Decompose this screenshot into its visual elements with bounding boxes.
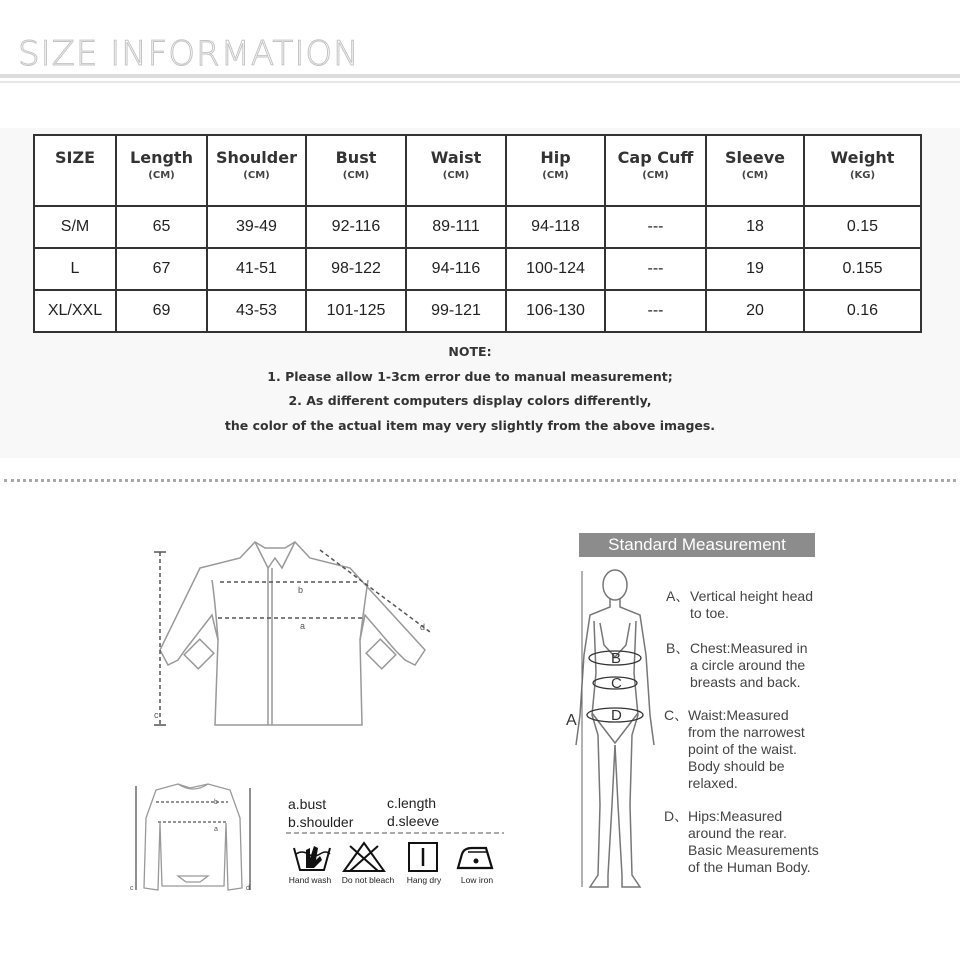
legend-sleeve: d.sleeve (387, 813, 440, 829)
table-cell: 89-111 (406, 206, 506, 248)
note-line: 1. Please allow 1-3cm error due to manual measurement; (267, 368, 673, 384)
legend-bust: a.bust (288, 796, 327, 812)
table-cell: 0.155 (804, 248, 921, 290)
measurement-line: from the narrowest (688, 724, 805, 740)
table-cell: XL/XXL (34, 290, 116, 332)
measurement-line: breasts and back. (690, 674, 801, 690)
mark-a: a (300, 621, 306, 631)
measurement-item-c (664, 707, 805, 792)
no-bleach-icon (342, 840, 386, 874)
measurement-item-b (666, 640, 808, 691)
back-mark-c: c (130, 885, 134, 892)
table-cell: --- (605, 290, 706, 332)
measurement-line: a circle around the (690, 657, 806, 673)
dotted-divider (4, 479, 956, 482)
body-label-d: D (611, 707, 622, 724)
low-iron-icon (454, 842, 498, 872)
title-divider-thin (0, 81, 960, 83)
page-title: SIZE INFORMATION (18, 34, 360, 74)
column-header-length: Length (CM) (116, 135, 207, 206)
care-label-no-bleach: Do not bleach (341, 875, 395, 885)
legend-shoulder: b.shoulder (288, 814, 354, 830)
care-label-hang-dry: Hang dry (406, 875, 442, 885)
measurement-line: Hips:Measured (688, 808, 783, 824)
table-cell: 0.15 (804, 206, 921, 248)
notes-block (0, 340, 940, 438)
column-header-sleeve: Sleeve (CM) (706, 135, 804, 206)
table-cell: 98-122 (306, 248, 406, 290)
table-row (34, 206, 921, 248)
table-row (34, 290, 921, 332)
measurement-line: to toe. (690, 605, 729, 621)
measurement-line: Chest:Measured in (690, 640, 808, 656)
back-mark-b: b (214, 799, 218, 806)
table-cell: 67 (116, 248, 207, 290)
measurement-line: Vertical height head (690, 588, 813, 604)
shirt-diagram (140, 530, 450, 740)
table-header-row (34, 135, 921, 206)
measurement-line: Body should be (688, 758, 785, 774)
table-cell: 94-118 (506, 206, 605, 248)
column-header-weight: Weight (KG) (804, 135, 921, 206)
mark-c: c (154, 710, 159, 720)
column-header-bust: Bust (CM) (306, 135, 406, 206)
measurement-line: of the Human Body. (688, 859, 811, 875)
measurement-line: point of the waist. (688, 741, 797, 757)
body-figure (560, 565, 660, 895)
mark-b: b (298, 585, 304, 595)
table-cell: 99-121 (406, 290, 506, 332)
mark-d: d (420, 622, 426, 632)
table-cell: 20 (706, 290, 804, 332)
measurement-line: Waist:Measured (688, 707, 789, 723)
table-cell: 106-130 (506, 290, 605, 332)
title-divider (0, 74, 960, 78)
standard-measurement-title: Standard Measurement (579, 533, 815, 557)
measurement-item-a (666, 588, 813, 622)
body-label-c: C (611, 675, 622, 692)
back-mark-a: a (214, 826, 218, 833)
table-cell: 92-116 (306, 206, 406, 248)
shirt-back-diagram (128, 778, 258, 898)
table-cell: 69 (116, 290, 207, 332)
table-cell: 19 (706, 248, 804, 290)
measurement-line: relaxed. (688, 775, 738, 791)
table-cell: L (34, 248, 116, 290)
measurement-key: C、 (664, 707, 689, 723)
legend-divider (286, 831, 506, 835)
table-cell: 101-125 (306, 290, 406, 332)
column-header-shoulder: Shoulder (CM) (207, 135, 306, 206)
legend-length: c.length (387, 795, 437, 811)
measurement-item-d (664, 808, 819, 876)
table-cell: 39-49 (207, 206, 306, 248)
table-cell: --- (605, 206, 706, 248)
measurement-line: Basic Measurements (688, 842, 819, 858)
column-header-cap-cuff: Cap Cuff (CM) (605, 135, 706, 206)
note-line: 2. As different computers display colors differently, (288, 393, 652, 408)
table-cell: 100-124 (506, 248, 605, 290)
column-header-hip: Hip (CM) (506, 135, 605, 206)
measurement-key: B、 (666, 640, 690, 656)
hang-dry-icon (406, 840, 440, 874)
column-header-size: SIZE (34, 135, 116, 206)
body-label-a: A (566, 712, 577, 729)
care-label-hand-wash: Hand wash (288, 875, 332, 885)
body-label-b: B (611, 650, 622, 667)
hand-wash-icon (292, 840, 332, 874)
note-line: the color of the actual item may very slightly from the above images. (224, 417, 716, 433)
measurement-key: A、 (666, 588, 690, 604)
table-cell: 0.16 (804, 290, 921, 332)
table-cell: 65 (116, 206, 207, 248)
table-row (34, 248, 921, 290)
care-label-low-iron: Low iron (460, 875, 494, 885)
notes-heading: NOTE: (448, 344, 492, 359)
measurement-key: D、 (664, 808, 689, 824)
back-mark-d: d (246, 885, 250, 892)
table-cell: 43-53 (207, 290, 306, 332)
measurement-line: around the rear. (688, 825, 787, 841)
size-table (33, 134, 922, 333)
column-header-waist: Waist (CM) (406, 135, 506, 206)
table-cell: S/M (34, 206, 116, 248)
table-cell: 41-51 (207, 248, 306, 290)
table-cell: 18 (706, 206, 804, 248)
table-cell: --- (605, 248, 706, 290)
table-cell: 94-116 (406, 248, 506, 290)
